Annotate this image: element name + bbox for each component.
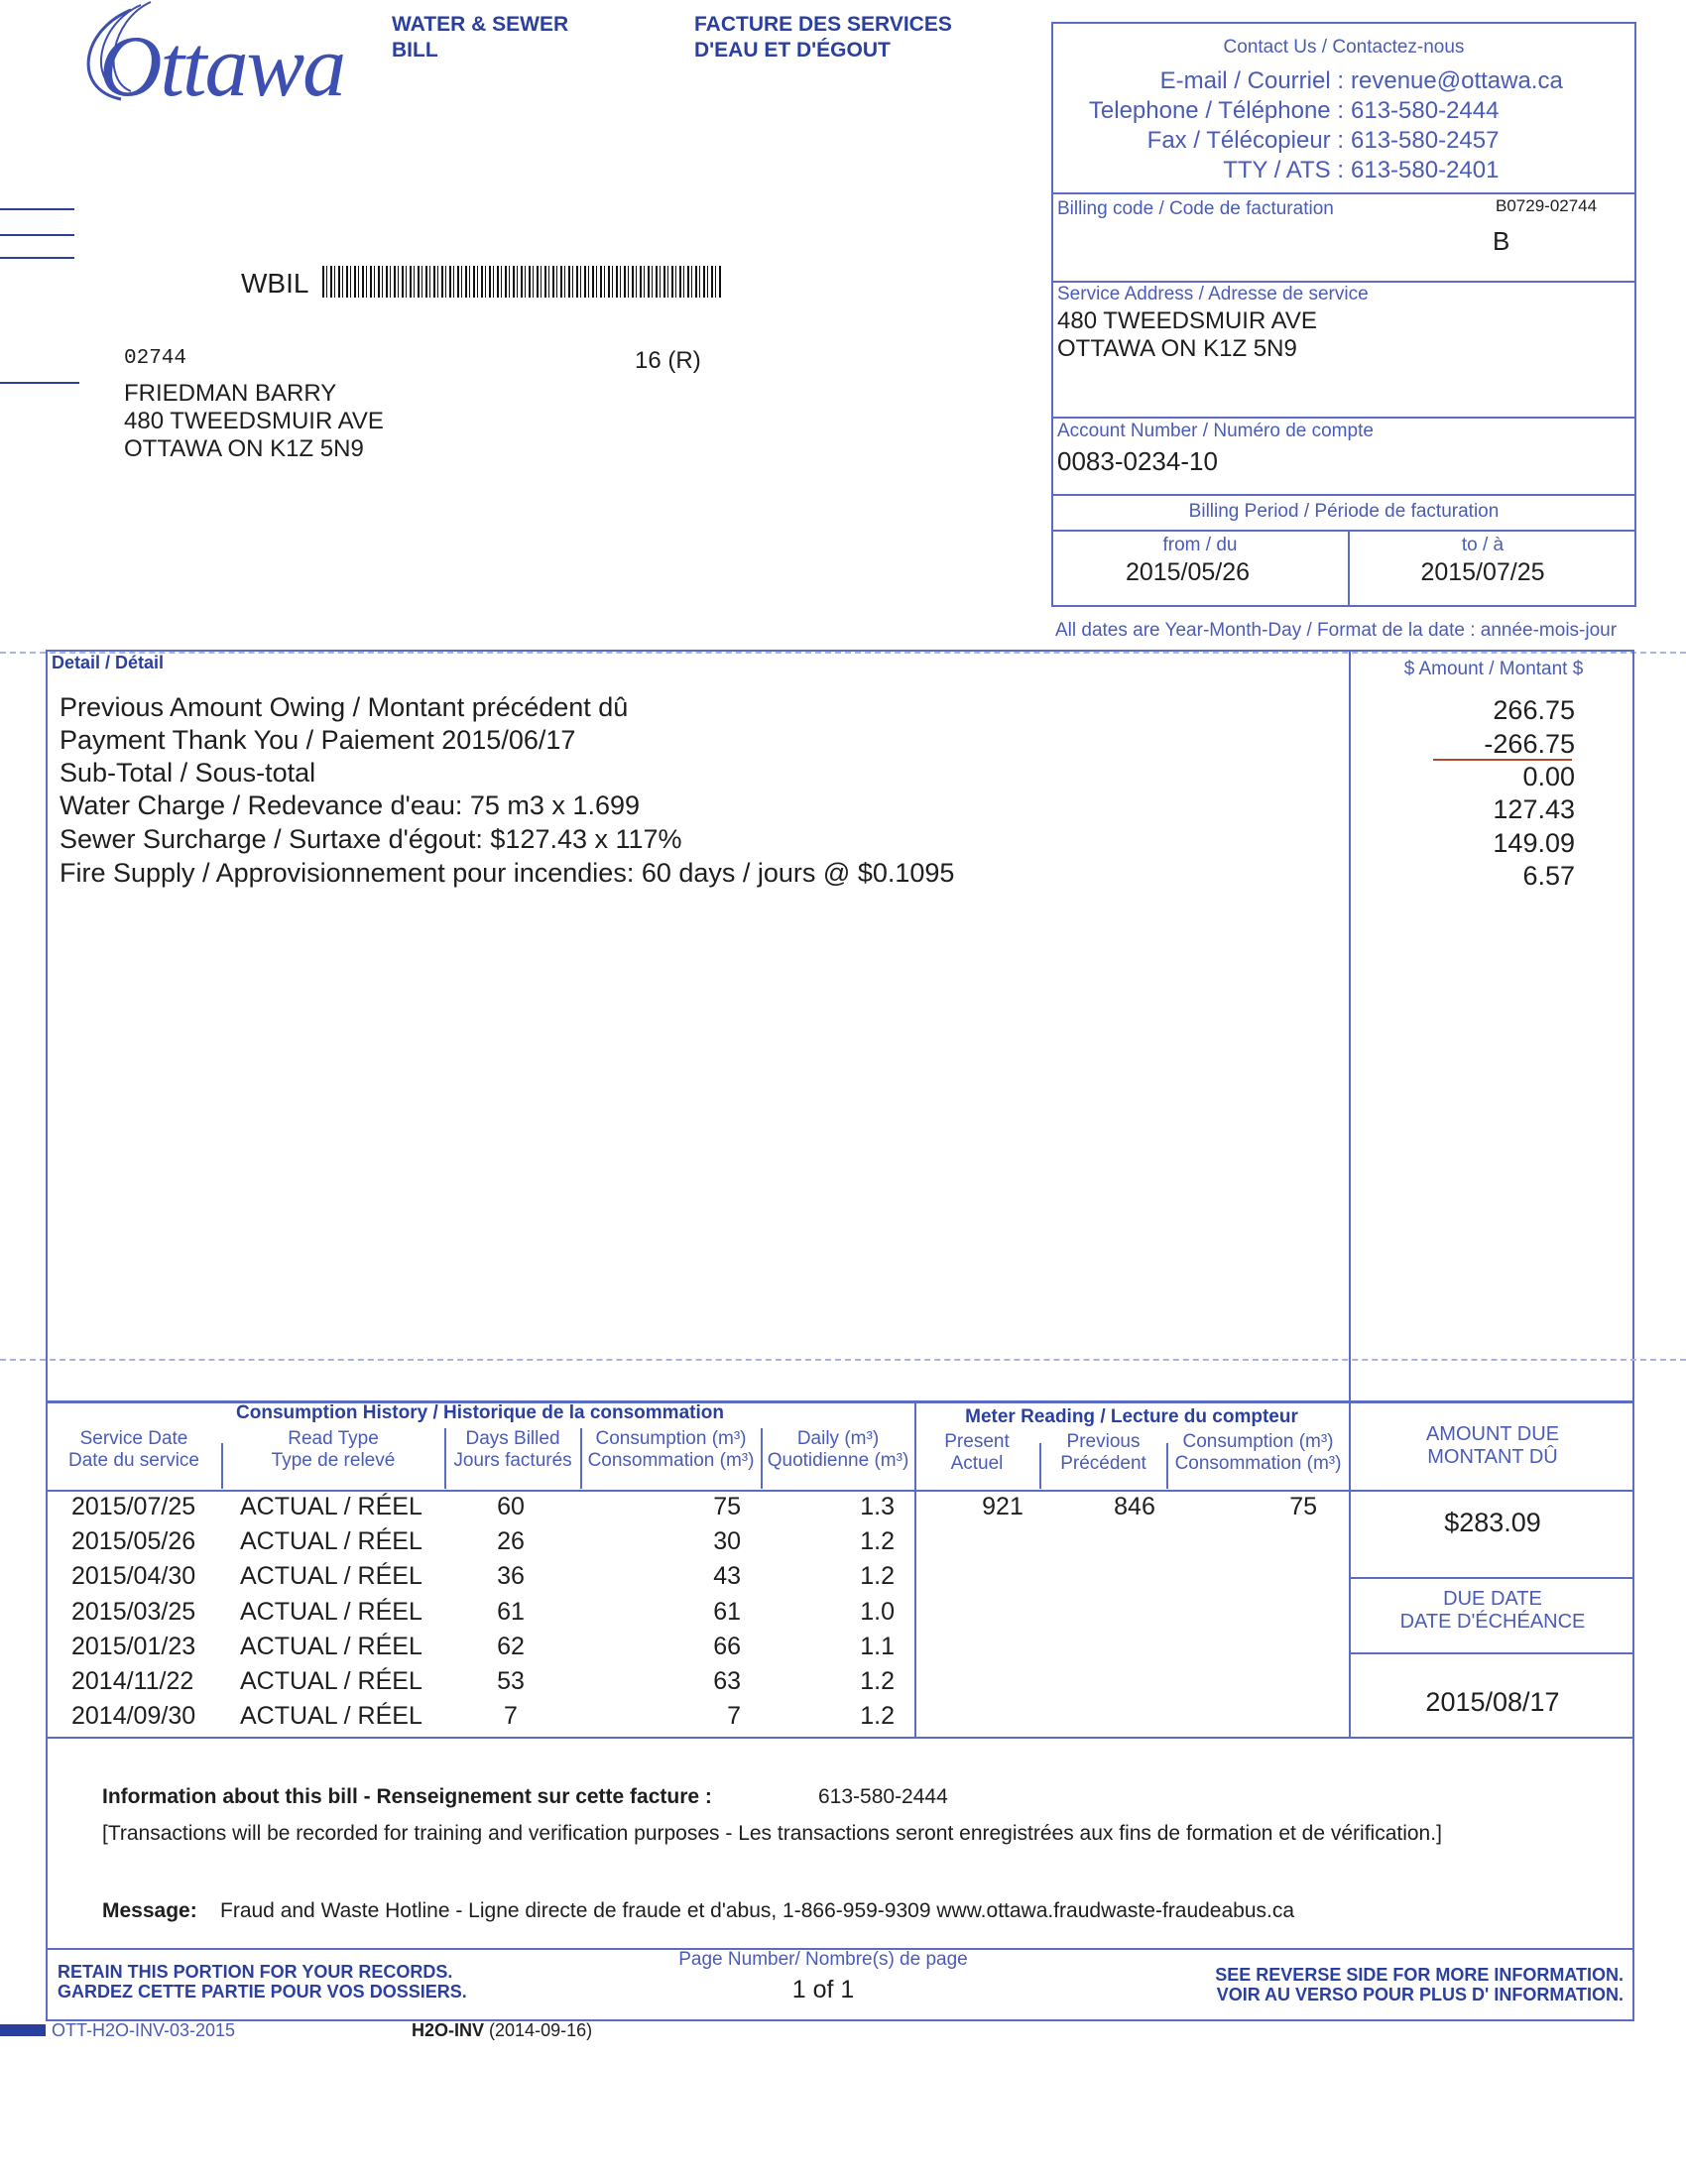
tty-value: 613-580-2401 <box>1351 157 1500 183</box>
message-text: Fraud and Waste Hotline - Ligne directe de fraude et d'abus, 1-866-959-9309 www.ottawa.fraudwaste-fraudeabus.ca <box>220 1899 1295 1922</box>
cell-daily: 1.3 <box>860 1493 895 1520</box>
col-service-date: Service Date Date du service <box>67 1428 199 1471</box>
detail-row-sewer: Sewer Surcharge / Surtaxe d'égout: $127.43 x 117% <box>60 824 682 854</box>
due-date-label: DUE DATE DATE D'ÉCHÉANCE <box>1399 1588 1586 1633</box>
meter-consumption: 75 <box>1289 1493 1317 1520</box>
billing-period-label: Billing Period / Période de facturation <box>1188 501 1500 522</box>
divider <box>1349 1577 1634 1579</box>
mailing-line1: 480 TWEEDSMUIR AVE <box>124 408 384 434</box>
form-marker <box>0 2024 46 2036</box>
cell-consumption: 43 <box>713 1562 741 1591</box>
amount-subtotal: 0.00 <box>1522 762 1575 791</box>
contact-labels: E-mail / Courriel : Telephone / Téléphone : Fax / Télécopieur : TTY / ATS : <box>1088 67 1344 183</box>
billing-code-ref: B0729-02744 <box>1496 196 1598 215</box>
detail-label: Detail / Détail <box>52 653 165 672</box>
detail-row-previous: Previous Amount Owing / Montant précédent dû <box>60 692 629 722</box>
meter-present: 921 <box>982 1493 1024 1520</box>
cell-days-billed: 26 <box>497 1527 525 1556</box>
meter-previous: 846 <box>1114 1493 1155 1520</box>
cell-daily: 1.1 <box>860 1632 895 1660</box>
cell-consumption: 63 <box>713 1667 741 1695</box>
title-fr: FACTURE DES SERVICES D'EAU ET D'ÉGOUT <box>694 13 952 61</box>
mailing-route: 16 (R) <box>635 347 701 374</box>
cell-daily: 1.2 <box>860 1702 895 1731</box>
due-date-value: 2015/08/17 <box>1425 1687 1560 1717</box>
margin-tick <box>0 234 74 236</box>
divider <box>1051 281 1636 283</box>
mailing-code: 02744 <box>124 347 187 370</box>
col-meter-consumption: Consumption (m³) Consommation (m³) <box>1174 1431 1342 1474</box>
cell-read-type: ACTUAL / RÉEL <box>240 1527 422 1556</box>
cell-service-date: 2014/09/30 <box>71 1702 196 1731</box>
service-address: 480 TWEEDSMUIR AVE OTTAWA ON K1Z 5N9 <box>1057 307 1317 362</box>
cell-days-billed: 36 <box>497 1562 525 1591</box>
reverse-side-notice: SEE REVERSE SIDE FOR MORE INFORMATION. VOIR AU VERSO POUR PLUS D' INFORMATION. <box>1215 1965 1624 2004</box>
col-previous: Previous Précédent <box>1060 1431 1146 1474</box>
meter-title: Meter Reading / Lecture du compteur <box>965 1406 1298 1427</box>
margin-tick <box>0 382 79 384</box>
col-consumption: Consumption (m³) Consommation (m³) <box>587 1428 755 1471</box>
phone-value: 613-580-2444 <box>1351 97 1500 124</box>
col-daily: Daily (m³) Quotidienne (m³) <box>767 1428 909 1471</box>
amount-column-divider <box>1349 650 1351 1403</box>
amount-fire: 6.57 <box>1522 861 1575 891</box>
col-days-billed: Days Billed Jours facturés <box>453 1428 572 1471</box>
cell-service-date: 2015/01/23 <box>71 1632 196 1660</box>
mailing-address <box>124 380 384 463</box>
recipient-name: FRIEDMAN BARRY <box>124 380 337 407</box>
amount-payment: -266.75 <box>1484 729 1575 759</box>
detail-row-payment: Payment Thank You / Paiement 2015/06/17 <box>60 725 576 755</box>
cell-service-date: 2015/07/25 <box>71 1493 196 1520</box>
cell-daily: 1.2 <box>860 1527 895 1556</box>
amount-water: 127.43 <box>1493 794 1575 824</box>
cell-service-date: 2015/05/26 <box>71 1527 196 1556</box>
cell-read-type: ACTUAL / RÉEL <box>240 1702 422 1731</box>
perforation <box>0 1359 1686 1361</box>
contact-heading: Contact Us / Contactez-nous <box>1223 37 1465 58</box>
detail-row-subtotal: Sub-Total / Sous-total <box>60 758 316 788</box>
page-number-value: 1 of 1 <box>791 1976 855 2003</box>
amount-due-label: AMOUNT DUE MONTANT DÛ <box>1425 1423 1560 1468</box>
info-phone: 613-580-2444 <box>818 1785 948 1808</box>
barcode-label: WBIL <box>241 268 309 299</box>
cell-service-date: 2015/03/25 <box>71 1597 196 1626</box>
cell-consumption: 66 <box>713 1632 741 1660</box>
amount-previous: 266.75 <box>1493 695 1575 725</box>
divider <box>1349 1652 1634 1654</box>
title-en: WATER & SEWER BILL <box>392 13 569 61</box>
form-code: OTT-H2O-INV-03-2015 <box>52 2020 236 2040</box>
cell-read-type: ACTUAL / RÉEL <box>240 1667 422 1695</box>
info-label: Information about this bill - Renseignement sur cette facture : <box>102 1785 712 1808</box>
cell-read-type: ACTUAL / RÉEL <box>240 1562 422 1591</box>
page-number-label: Page Number/ Nombre(s) de page <box>678 1949 968 1970</box>
cell-daily: 1.0 <box>860 1597 895 1626</box>
amount-sewer: 149.09 <box>1493 828 1575 858</box>
cell-service-date: 2015/04/30 <box>71 1562 196 1591</box>
divider <box>1051 192 1636 194</box>
divider <box>1051 530 1636 532</box>
cell-days-billed: 62 <box>497 1632 525 1660</box>
date-format-note: All dates are Year-Month-Day / Format de la date : année-mois-jour <box>1055 620 1618 641</box>
fax-value: 613-580-2457 <box>1351 127 1500 154</box>
cell-daily: 1.2 <box>860 1562 895 1591</box>
cell-read-type: ACTUAL / RÉEL <box>240 1493 422 1520</box>
service-address-label: Service Address / Adresse de service <box>1057 284 1369 304</box>
ottawa-logo <box>61 0 359 119</box>
info-notice: [Transactions will be recorded for training and verification purposes - Les transactions seront enregistrées aux fins de formation et de vérification.] <box>102 1822 1442 1845</box>
mailing-line2: OTTAWA ON K1Z 5N9 <box>124 435 364 462</box>
billing-code-value: B <box>1493 226 1510 256</box>
cell-daily: 1.2 <box>860 1667 895 1695</box>
to-date: 2015/07/25 <box>1420 558 1545 586</box>
divider <box>1051 417 1636 419</box>
from-label: from / du <box>1162 535 1238 555</box>
amount-due-value: $283.09 <box>1444 1508 1541 1537</box>
margin-tick <box>0 257 74 259</box>
detail-row-water: Water Charge / Redevance d'eau: 75 m3 x 1.699 <box>60 790 640 820</box>
account-number: 0083-0234-10 <box>1057 446 1218 476</box>
cell-read-type: ACTUAL / RÉEL <box>240 1597 422 1626</box>
barcode <box>322 266 722 298</box>
col-present: Present Actuel <box>944 1431 1010 1474</box>
cell-consumption: 75 <box>713 1493 741 1520</box>
billing-code-label: Billing code / Code de facturation <box>1057 198 1334 219</box>
cell-consumption: 30 <box>713 1527 741 1556</box>
col-read-type: Read Type Type de relevé <box>271 1428 396 1471</box>
account-label: Account Number / Numéro de compte <box>1057 421 1374 441</box>
email-link[interactable]: revenue@ottawa.ca <box>1351 67 1563 94</box>
cell-days-billed: 61 <box>497 1597 525 1626</box>
message-label: Message: <box>102 1899 197 1922</box>
cell-days-billed: 60 <box>497 1493 525 1520</box>
cell-consumption: 7 <box>727 1702 741 1731</box>
form-ref: H2O-INV (2014-09-16) <box>412 2020 593 2040</box>
amount-header: $ Amount / Montant $ <box>1403 659 1584 679</box>
retain-notice: RETAIN THIS PORTION FOR YOUR RECORDS. GARDEZ CETTE PARTIE POUR VOS DOSSIERS. <box>58 1962 467 2002</box>
cell-days-billed: 7 <box>504 1702 518 1731</box>
cell-days-billed: 53 <box>497 1667 525 1695</box>
cell-consumption: 61 <box>713 1597 741 1626</box>
cell-read-type: ACTUAL / RÉEL <box>240 1632 422 1660</box>
margin-tick <box>0 208 74 210</box>
from-date: 2015/05/26 <box>1125 558 1251 586</box>
history-title: Consumption History / Historique de la consommation <box>236 1402 724 1423</box>
contact-values <box>1351 66 1563 185</box>
to-label: to / à <box>1461 535 1505 555</box>
cell-service-date: 2014/11/22 <box>71 1667 194 1695</box>
divider <box>1051 494 1636 496</box>
detail-row-fire: Fire Supply / Approvisionnement pour incendies: 60 days / jours @ $0.1095 <box>60 858 955 888</box>
logo-wordmark: Ottawa <box>99 19 345 115</box>
